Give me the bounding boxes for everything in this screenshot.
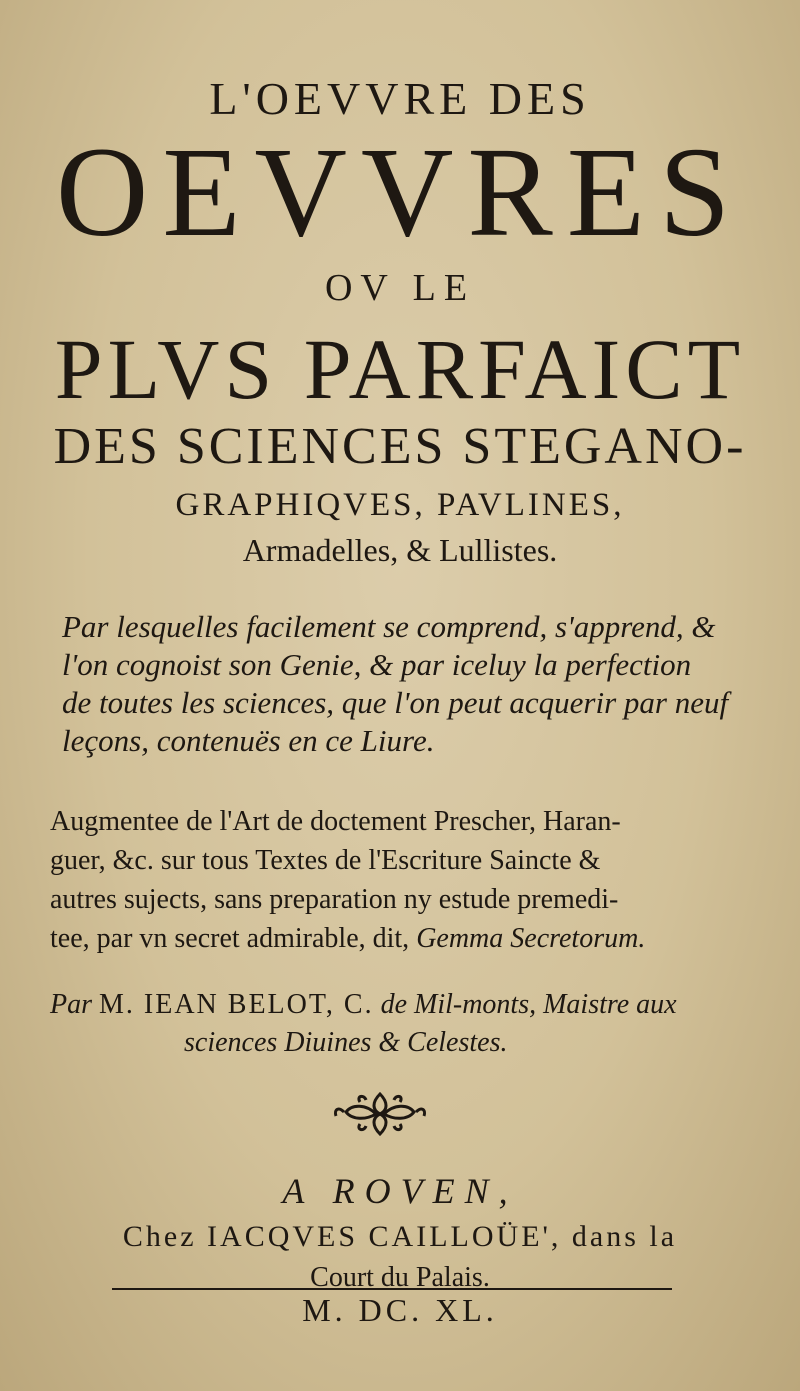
description-line: l'on cognoist son Genie, & par iceluy la perfection — [62, 647, 692, 682]
description-line: leçons, contenuës en ce Liure. — [62, 723, 435, 758]
augmentation-line-last — [50, 919, 645, 958]
augmentation-paragraph — [50, 802, 645, 958]
imprint-rule — [112, 1288, 672, 1290]
title-line-4: PLVS PARFAICT — [54, 321, 746, 417]
latin-title: Gemma Secretorum. — [416, 923, 646, 954]
imprint-location: Court du Palais. — [310, 1262, 490, 1293]
title-line-3: OV LE — [324, 267, 476, 309]
description-line: de toutes les sciences, que l'on peut acquerir par neuf — [62, 685, 729, 720]
author-line-1 — [50, 986, 677, 1024]
author-name: M. IEAN BELOT, C. — [99, 989, 374, 1020]
title-line-1: L'OEVVRE DES — [209, 73, 591, 124]
title-line-2: OEVVRES — [55, 121, 745, 263]
title-line-7: Armadelles, & Lullistes. — [242, 532, 558, 568]
author-block — [50, 986, 677, 1062]
imprint-publisher: Chez IACQVES CAILLOÜE', dans la — [122, 1220, 678, 1253]
augmentation-line: tee, par vn secret admirable, dit, — [50, 923, 410, 954]
description-paragraph — [62, 608, 728, 760]
augmentation-line: Augmentee de l'Art de doctement Prescher, Haran- — [50, 806, 621, 837]
author-prefix: Par — [50, 989, 92, 1020]
imprint-date: M. DC. XL. — [302, 1292, 498, 1328]
title-line-6: GRAPHIQVES, PAVLINES, — [175, 487, 625, 523]
imprint-city: A ROVEN, — [282, 1171, 518, 1211]
author-line-2: sciences Diuines & Celestes. — [184, 1027, 508, 1058]
augmentation-line: autres sujects, sans preparation ny estude premedi- — [50, 884, 619, 915]
augmentation-line: guer, &c. sur tous Textes de l'Escriture Saincte & — [50, 845, 601, 876]
description-line: Par lesquelles facilement se comprend, s'apprend, & — [62, 609, 716, 644]
author-place: de Mil-monts, Maistre aux — [380, 989, 677, 1020]
ornament-icon — [330, 1088, 430, 1140]
title-line-5: DES SCIENCES STEGANO- — [53, 418, 747, 475]
